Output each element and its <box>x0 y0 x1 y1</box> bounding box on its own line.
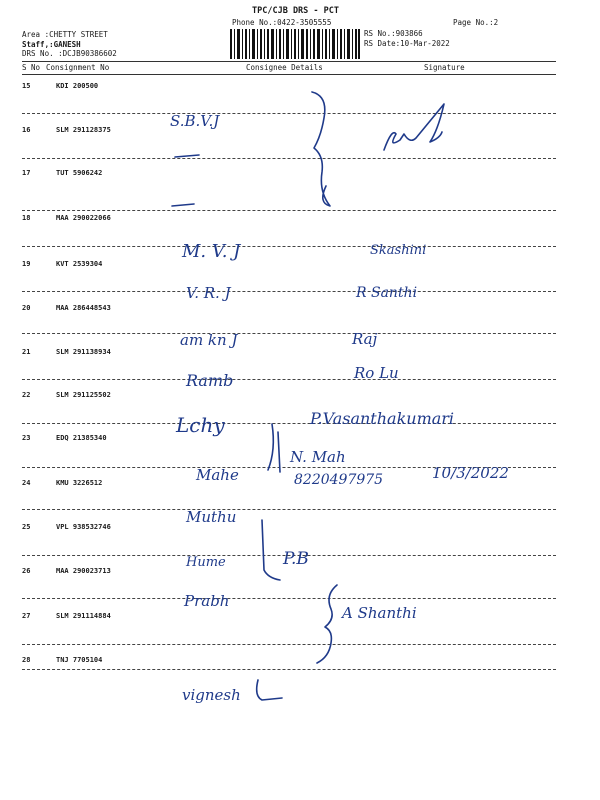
row-consignment: KMU 3226512 <box>56 479 103 487</box>
row-sno: 27 <box>22 612 31 620</box>
row-divider <box>22 669 556 670</box>
drs-number: DRS No. :DCJB90386602 <box>22 49 117 58</box>
handwriting-text: 10/3/2022 <box>432 464 509 482</box>
row-divider <box>22 333 556 334</box>
row-sno: 17 <box>22 169 31 177</box>
row-sno: 19 <box>22 260 31 268</box>
row-divider <box>22 423 556 424</box>
staff-label: Staff,:GANESH <box>22 40 81 49</box>
row-consignment: VPL 938532746 <box>56 523 111 531</box>
handwriting-text: Raj <box>352 330 378 348</box>
row-consignment: MAA 290023713 <box>56 567 111 575</box>
row-sno: 18 <box>22 214 31 222</box>
row-consignment: MAA 290022066 <box>56 214 111 222</box>
row-consignment: EDQ 21385340 <box>56 434 107 442</box>
document-title: TPC/CJB DRS - PCT <box>252 6 339 16</box>
row-sno: 21 <box>22 348 31 356</box>
handwriting-text: Prabh <box>184 592 230 610</box>
row-divider <box>22 644 556 645</box>
row-consignment: SLM 291138934 <box>56 348 111 356</box>
rs-date: RS Date:10-Mar-2022 <box>364 39 450 48</box>
header-rule-bottom <box>22 74 556 75</box>
row-divider <box>22 246 556 247</box>
row-sno: 22 <box>22 391 31 399</box>
row-consignment: KDI 200500 <box>56 82 99 90</box>
handwriting-text: S.B.V.J <box>170 112 220 130</box>
row-consignment: TUT 5906242 <box>56 169 103 177</box>
row-sno: 23 <box>22 434 31 442</box>
row-consignment: SLM 291125502 <box>56 391 111 399</box>
handwriting-text: am kn J <box>180 331 238 349</box>
row-divider <box>22 210 556 211</box>
row-sno: 26 <box>22 567 31 575</box>
handwriting-text: Hume <box>186 555 226 570</box>
dash-mark <box>257 680 282 700</box>
row-sno: 20 <box>22 304 31 312</box>
dash-mark <box>172 204 194 206</box>
handwriting-text: vignesh <box>182 686 241 704</box>
row-consignment: SLM 291128375 <box>56 126 111 134</box>
area-label: Area :CHETTY STREET <box>22 30 108 39</box>
phone-number: Phone No.:0422-3505555 <box>232 18 332 27</box>
row-sno: 16 <box>22 126 31 134</box>
dash-mark <box>175 155 199 157</box>
signature-scribble-1 <box>384 104 444 150</box>
col-consignment: Consignment No <box>46 63 110 72</box>
row-divider <box>22 555 556 556</box>
page-number: Page No.:2 <box>453 18 499 27</box>
handwriting-text: A Shanthi <box>342 604 417 622</box>
handwriting-text: M. V. J <box>182 241 241 262</box>
row-divider <box>22 598 556 599</box>
brace-mark <box>268 424 273 470</box>
row-sno: 25 <box>22 523 31 531</box>
row-consignment: TNJ 7705104 <box>56 656 103 664</box>
row-sno: 24 <box>22 479 31 487</box>
row-consignment: MAA 286448543 <box>56 304 111 312</box>
handwriting-text: V. R. J <box>186 284 231 302</box>
handwriting-text: Skashini <box>370 243 427 258</box>
barcode <box>230 29 360 59</box>
row-consignment: KVT 2539304 <box>56 260 103 268</box>
brace-mark <box>278 432 280 472</box>
row-divider <box>22 509 556 510</box>
handwriting-text: Lchy <box>176 413 225 437</box>
col-consignee: Consignee Details <box>246 63 323 72</box>
row-divider <box>22 379 556 380</box>
handwriting-text: Mahe <box>196 466 239 484</box>
header-rule-top <box>22 61 556 62</box>
col-signature: Signature <box>424 63 465 72</box>
handwriting-text: P.Vasanthakumari <box>310 409 455 428</box>
row-divider <box>22 291 556 292</box>
row-divider <box>22 158 556 159</box>
col-sno: S No <box>22 63 41 72</box>
row-consignment: SLM 291114884 <box>56 612 111 620</box>
handwriting-text: Ro Lu <box>354 364 399 382</box>
handwriting-text: P.B <box>283 549 309 569</box>
rs-number: RS No.:903866 <box>364 29 423 38</box>
brace-mark <box>317 585 337 663</box>
handwriting-text: R Santhi <box>356 285 418 301</box>
brace-mark <box>262 520 280 580</box>
handwriting-text: N. Mah <box>290 448 346 466</box>
row-divider <box>22 467 556 468</box>
handwriting-text: 8220497975 <box>294 472 384 488</box>
row-sno: 28 <box>22 656 31 664</box>
row-sno: 15 <box>22 82 31 90</box>
row-divider <box>22 113 556 114</box>
handwriting-text: Muthu <box>186 508 237 526</box>
brace-mark <box>312 92 330 206</box>
handwriting-text: Ramb <box>186 371 234 390</box>
